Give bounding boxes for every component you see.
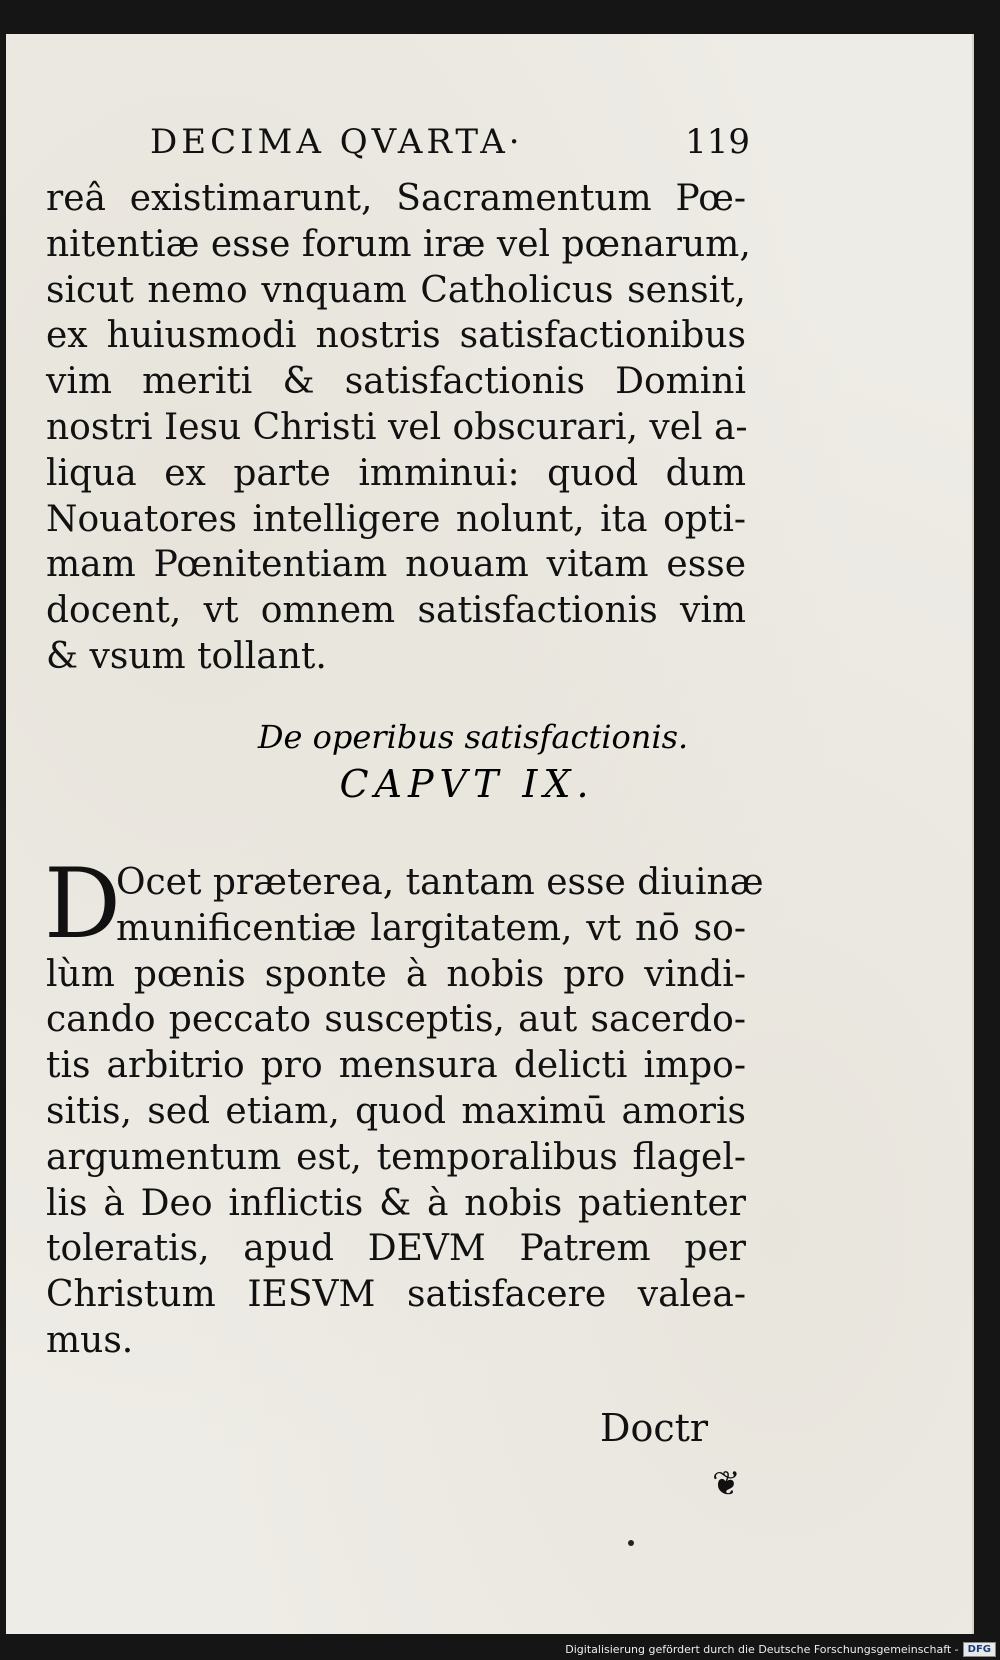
text-line: docent, vt omnem satisfactionis vim <box>46 590 746 632</box>
text-line: Ocet præterea, tantam esse diuinæ <box>116 862 764 903</box>
text-line: ex huiusmodi nostris satisfactionibus <box>46 315 746 357</box>
chapter-heading: CAPVT IX. <box>339 762 595 806</box>
text-line: tis arbitrio pro mensura delicti impo- <box>46 1045 746 1087</box>
text-line: sicut nemo vnquam Catholicus sensit, <box>46 269 746 311</box>
text-line: lis à Deo inflictis & à nobis patienter <box>46 1182 746 1224</box>
ink-dot <box>628 1540 634 1546</box>
paragraph-1 <box>46 176 751 680</box>
text-line: nitentiæ esse forum iræ vel pœnarum, <box>46 223 751 265</box>
page-number: 119 <box>685 122 750 162</box>
footer-text: Digitalisierung gefördert durch die Deutsche Forschungsgemeinschaft - <box>565 1642 959 1656</box>
drop-cap: D <box>44 848 121 960</box>
text-line: liqua ex parte imminui: quod dum <box>46 452 746 494</box>
section-subtitle: De operibus satisfactionis. <box>257 718 689 756</box>
dfg-logo-icon: DFG <box>963 1642 996 1657</box>
text-line: munificentiæ largitatem, vt nō so- <box>116 907 746 949</box>
text-line: nostri Iesu Christi vel obscurari, vel a- <box>46 406 748 448</box>
text-line: argumentum est, temporalibus flagel- <box>46 1136 746 1178</box>
text-line: Nouatores intelligere nolunt, ita opti- <box>46 498 746 540</box>
fleuron-icon: ❦ <box>712 1464 741 1504</box>
text-line: mam Pœnitentiam nouam vitam esse <box>46 544 746 586</box>
text-line: reâ existimarunt, Sacramentum Pœ- <box>46 178 746 219</box>
text-line: cando peccato susceptis, aut sacerdo- <box>46 999 746 1041</box>
paragraph-2 <box>46 860 764 1364</box>
text-line: mus. <box>46 1319 134 1361</box>
text-line: lùm pœnis sponte à nobis pro vindi- <box>46 953 746 995</box>
digitization-footer <box>559 1640 996 1658</box>
text-line: vim meriti & satisfactionis Domini <box>46 361 746 403</box>
text-line: toleratis, apud DEVM Patrem per <box>46 1228 746 1270</box>
running-head <box>150 122 750 162</box>
text-line: sitis, sed etiam, quod maximū amoris <box>46 1090 746 1132</box>
text-line: & vsum tollant. <box>46 635 327 677</box>
running-head-title: DECIMA QVARTA· <box>150 122 524 162</box>
catchword: Doctr <box>600 1406 709 1450</box>
text-line: Christum IESVM satisfacere valea- <box>46 1274 746 1316</box>
